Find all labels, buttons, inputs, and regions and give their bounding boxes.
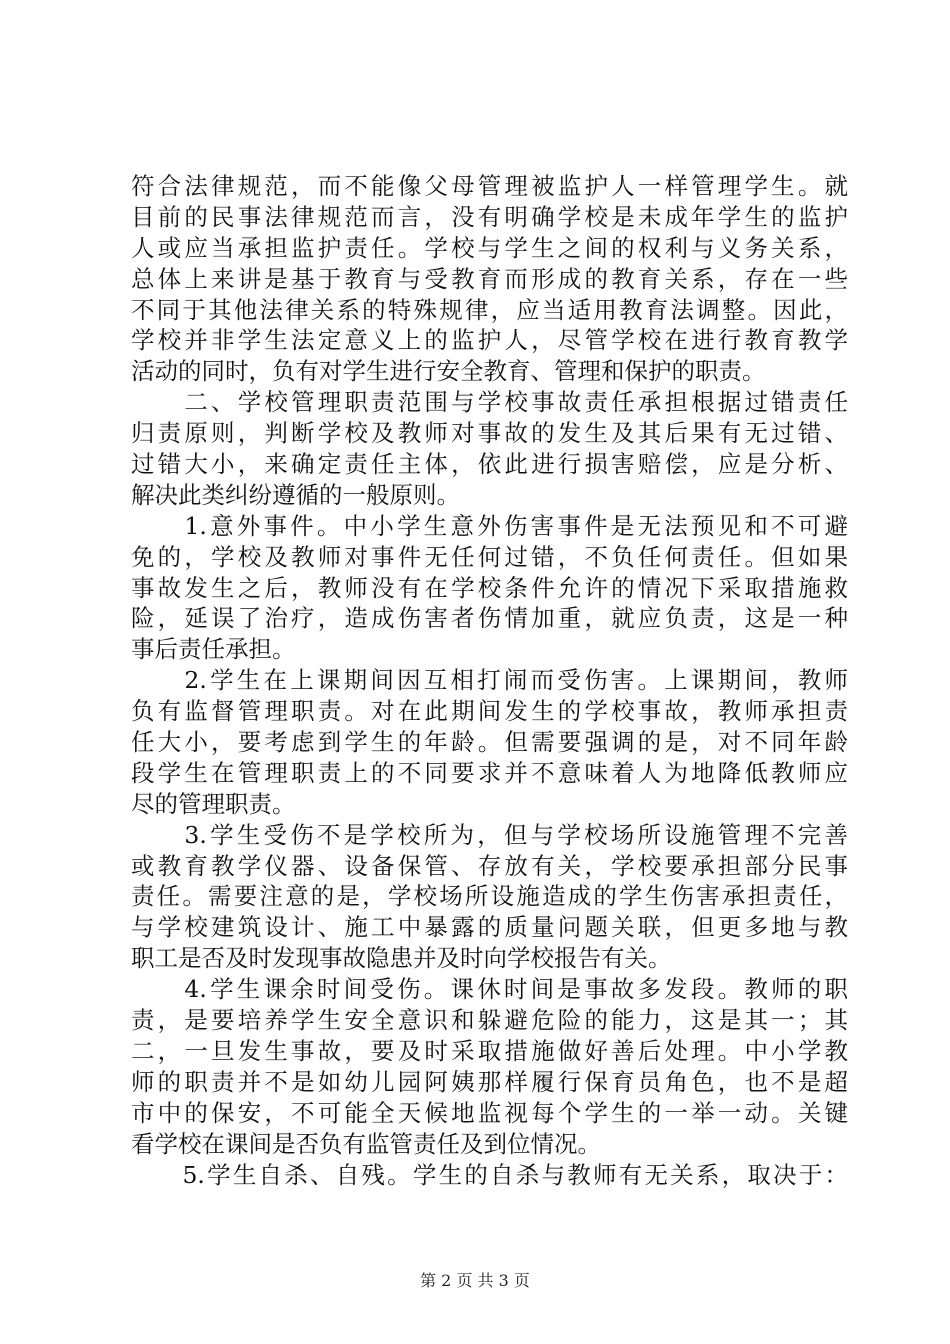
text-line: 责，是要培养学生安全意识和躲避危险的能力，这是其一；其	[131, 1006, 848, 1035]
text-line: 归责原则，判断学校及教师对事故的发生及其后果有无过错、	[131, 419, 848, 448]
text-line: 责任。需要注意的是，学校场所设施造成的学生伤害承担责任，	[131, 882, 848, 911]
text-line: 5.学生自杀、自残。学生的自杀与教师有无关系，取决于：	[131, 1160, 848, 1189]
text-line: 过错大小，来确定责任主体，依此进行损害赔偿，应是分析、	[131, 450, 848, 479]
text-line: 看学校在课间是否负有监管责任及到位情况。	[131, 1129, 601, 1158]
page-footer	[0, 1268, 950, 1291]
text-line: 师的职责并不是如幼儿园阿姨那样履行保育员角色，也不是超	[131, 1067, 848, 1096]
page-number-label: 第 2 页 共 3 页	[420, 1271, 530, 1290]
text-line: 任大小，要考虑到学生的年龄。但需要强调的是，对不同年龄	[131, 728, 848, 757]
text-line: 3.学生受伤不是学校所为，但与学校场所设施管理不完善	[131, 820, 848, 849]
text-line: 2.学生在上课期间因互相打闹而受伤害。上课期间，教师	[131, 666, 848, 695]
text-line: 尽的管理职责。	[131, 789, 296, 818]
text-line: 符合法律规范，而不能像父母管理被监护人一样管理学生。就	[131, 172, 848, 200]
text-line: 学校并非学生法定意义上的监护人，尽管学校在进行教育教学	[131, 326, 848, 355]
text-line: 总体上来讲是基于教育与受教育而形成的教育关系，存在一些	[131, 264, 848, 293]
text-line: 二，一旦发生事故，要及时采取措施做好善后处理。中小学教	[131, 1036, 848, 1065]
text-line: 与学校建筑设计、施工中暴露的质量问题关联，但更多地与教	[131, 913, 848, 942]
text-line: 段学生在管理职责上的不同要求并不意味着人为地降低教师应	[131, 758, 848, 787]
text-line: 事故发生之后，教师没有在学校条件允许的情况下采取措施救	[131, 573, 848, 602]
text-line: 不同于其他法律关系的特殊规律，应当适用教育法调整。因此，	[131, 295, 848, 324]
text-line: 险，延误了治疗，造成伤害者伤情加重，就应负责，这是一种	[131, 604, 848, 633]
text-line: 活动的同时，负有对学生进行安全教育、管理和保护的职责。	[131, 357, 766, 386]
text-line: 目前的民事法律规范而言，没有明确学校是未成年学生的监护	[131, 202, 848, 231]
document-body	[131, 171, 848, 1190]
text-line: 职工是否及时发现事故隐患并及时向学校报告有关。	[131, 944, 672, 973]
text-line: 解决此类纠纷遵循的一般原则。	[131, 480, 460, 509]
text-line: 或教育教学仪器、设备保管、存放有关，学校要承担部分民事	[131, 851, 848, 880]
text-line: 1.意外事件。中小学生意外伤害事件是无法预见和不可避	[131, 511, 848, 540]
text-line: 二、学校管理职责范围与学校事故责任承担根据过错责任	[131, 388, 848, 417]
text-line: 负有监督管理职责。对在此期间发生的学校事故，教师承担责	[131, 697, 848, 726]
text-line: 人或应当承担监护责任。学校与学生之间的权利与义务关系，	[131, 233, 848, 262]
text-line: 4.学生课余时间受伤。课休时间是事故多发段。教师的职	[131, 975, 848, 1004]
text-line: 免的，学校及教师对事件无任何过错，不负任何责任。但如果	[131, 542, 848, 571]
text-line: 事后责任承担。	[131, 635, 296, 664]
text-line: 市中的保安，不可能全天候地监视每个学生的一举一动。关键	[131, 1098, 848, 1127]
